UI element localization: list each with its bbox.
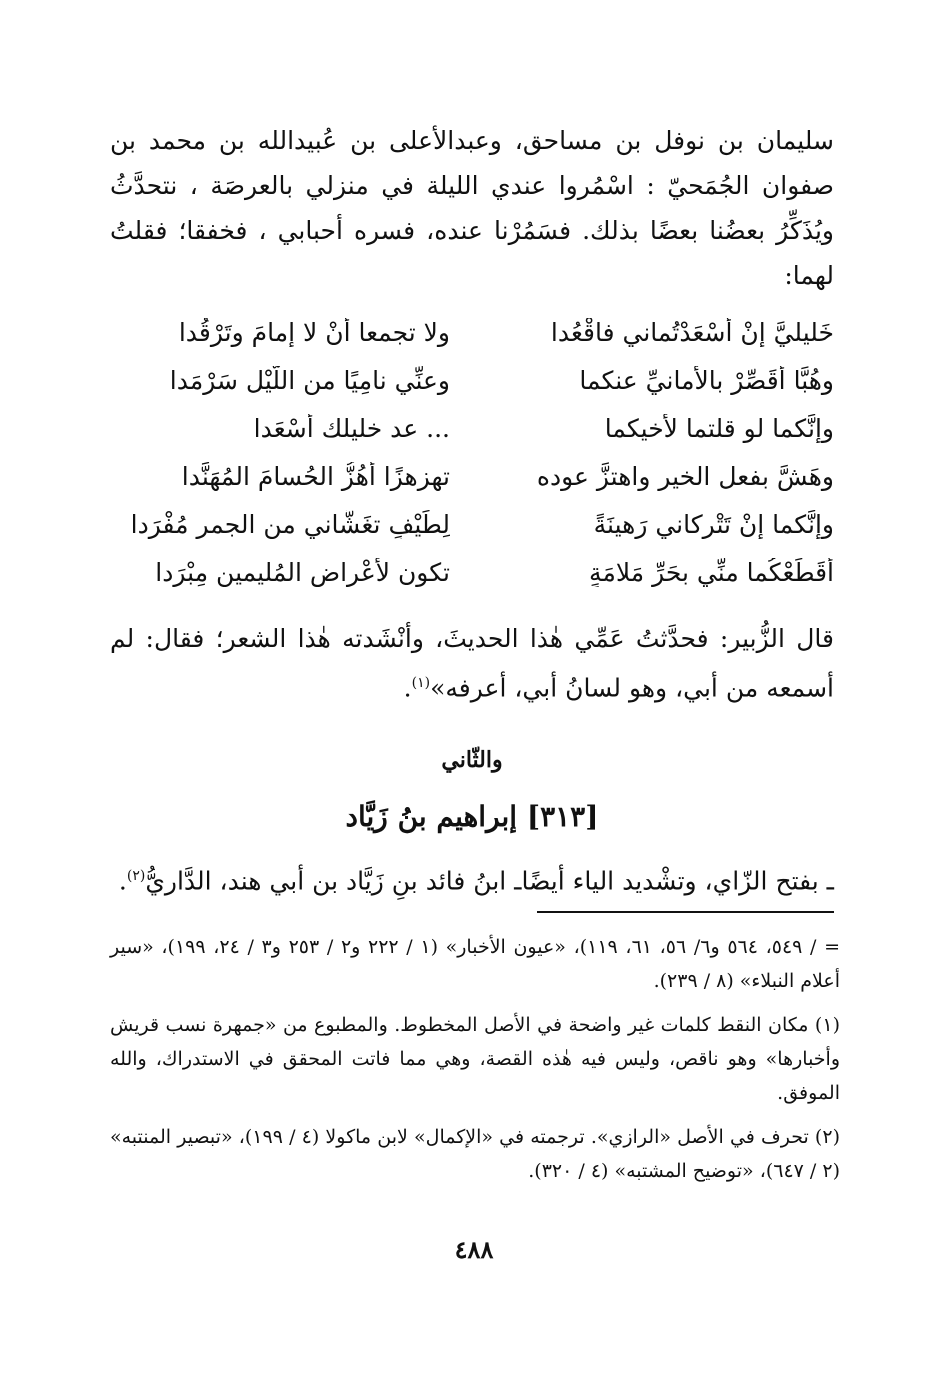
verse-first-hemistich: أُقَطِّعْكُما منِّي بحَرِّ مَلامَةٍ: [589, 557, 834, 587]
verse-first-hemistich: وإنَّكما لو قلتما لأخيكما: [604, 413, 834, 443]
footnote-ref: (٢): [126, 868, 146, 885]
section-label: والثّاني: [441, 747, 503, 774]
page-number: ٤٨٨: [454, 1235, 494, 1264]
footnotes: [110, 930, 840, 1198]
zubair-text: قال الزُّبير: فحدَّثتُ عَمِّي هٰذا الحديثَ، وأنْشَدته هٰذا الشعر؛ فقال: لم أسمعه من أبي، وهو لسانُ أبي، أعرفه»: [110, 624, 834, 703]
poem-verse: [110, 548, 834, 596]
verse-second-hemistich: تكون لأعْراض المُليمين مِبْرَدا: [155, 557, 450, 587]
entry-tail: .: [118, 866, 127, 896]
entry-paragraph: [110, 854, 834, 903]
verse-first-hemistich: وإنَّكما إنْ تَتْركاني رَهينَةً: [593, 509, 834, 539]
page-body: [110, 118, 834, 904]
poem: [110, 308, 834, 596]
verse-second-hemistich: ... عد خليلك أسْعَدا: [253, 413, 450, 443]
poem-verse: [110, 500, 834, 548]
intro-paragraph: سليمان بن نوفل بن مساحق، وعبدالأعلى بن عُبيدالله بن محمد بن صفوان الجُمَحيّ : اسْمُروا عندي الليلة في منزلي بالعرصَة ، نتحدَّثُ ويُذَكِّرُ بعضُنا بعضًا بذلك. فسَمُرْنا عنده، فسره أحبابي ، فخفقا؛ فقلتُ لهما:: [110, 126, 834, 290]
verse-second-hemistich: وعنِّي نامِيًا من اللَّيْل سَرْمَدا: [169, 365, 450, 395]
poem-verse: [110, 452, 834, 500]
verse-second-hemistich: ولا تجمعا أنْ لا إمامَ وتَرْقُدا: [178, 317, 450, 347]
zubair-paragraph: [110, 616, 834, 710]
verse-second-hemistich: تهزهزًا أهُزُّ الحُسامَ المُهَنَّدا: [181, 461, 450, 491]
verse-first-hemistich: خَليليَّ إنْ أسْعَدْتُماني فاقْعُدا: [550, 317, 834, 347]
footnote-continuation: = / ٥٤٩، ٥٦٤ و٦/ ٥٦، ٦١، ١١٩)، «عيون الأخبار» (١ / ٢٢٢ و٢ / ٢٥٣ و٣ / ٢٤، ١٩٩)، «سير أعلام النبلاء» (٨ / ٢٣٩).: [110, 936, 841, 992]
footnote-divider: [537, 911, 834, 913]
poem-verse: [110, 404, 834, 452]
footnote-ref: (١): [411, 675, 431, 691]
verse-first-hemistich: وهُبَّا أُقَصِّرْ بالأمانيِّ عنكما: [579, 365, 834, 395]
footnote-2: (٢) تحرف في الأصل «الرازي». ترجمته في «الإكمال» لابن ماكولا (٤ / ١٩٩)، «تبصير المنتبه» (٢ / ٦٤٧)، «توضيح المشتبه» (٤ / ٣٢٠).: [110, 1126, 840, 1182]
verse-second-hemistich: لِطَيْفٍ تغَشَّاني من الجمر مُفْرَدا: [130, 509, 450, 539]
entry-text: ـ بفتح الزّاي، وتشْديد الياء أيضًاـ ابنُ فائد بنِ زَيَّاد بن أبي هند، الدَّاريُّ: [145, 866, 834, 896]
verse-first-hemistich: وهَشَّ بفعل الخير واهتزَّ عوده: [536, 461, 834, 491]
entry-title: [٣١٣] إبراهيم بنُ زَيَّاد: [345, 800, 599, 834]
poem-verse: [110, 308, 834, 356]
poem-verse: [110, 356, 834, 404]
footnote-1: (١) مكان النقط كلمات غير واضحة في الأصل المخطوط. والمطبوع من «جمهرة نسب قريش وأخبارها» وهو ناقص، وليس فيه هٰذه القصة، وهي مما فاتت المحقق في الاستدراك، والله الموفق.: [110, 1014, 840, 1104]
zubair-tail: .: [403, 673, 412, 703]
